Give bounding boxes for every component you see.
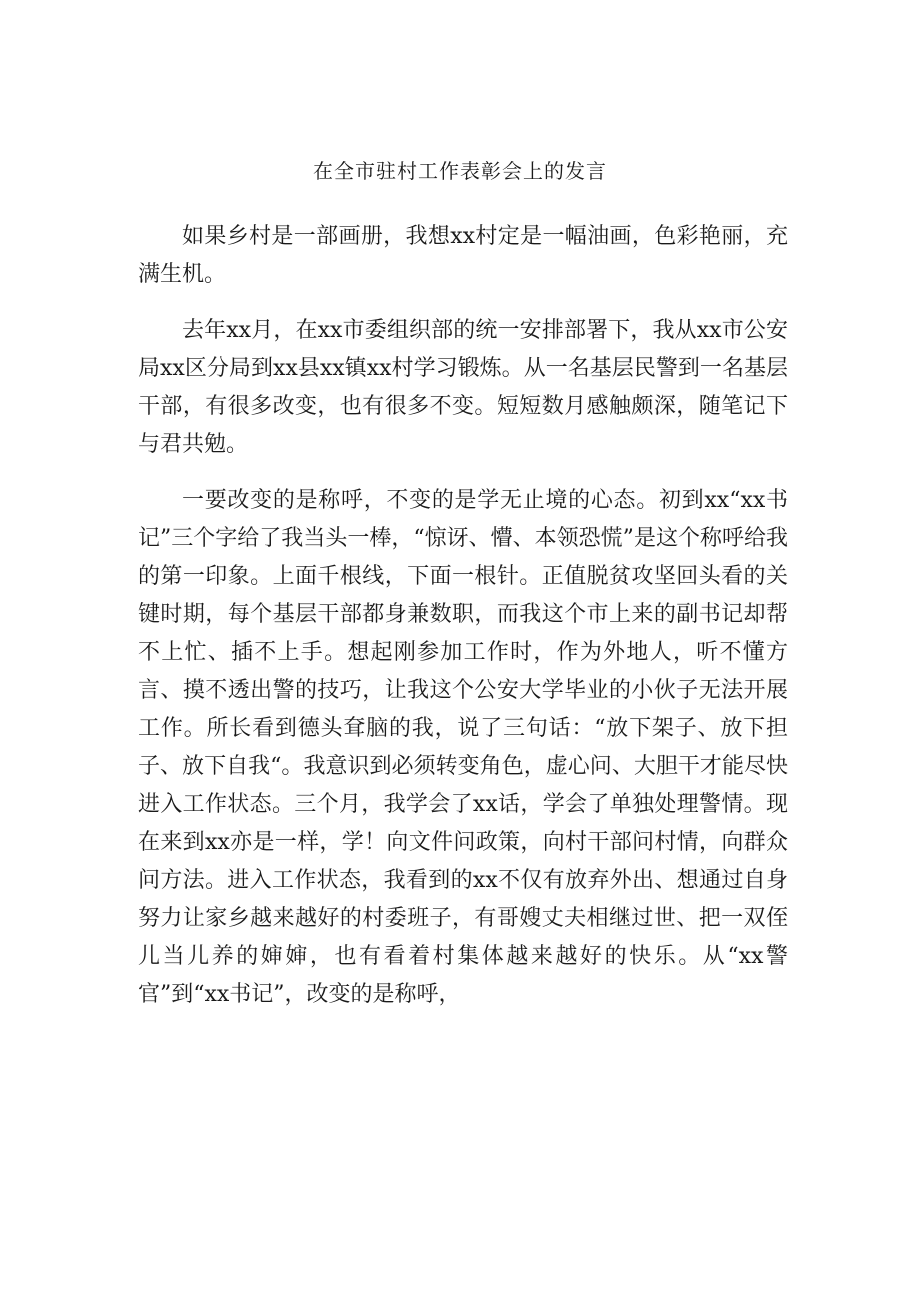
paragraph-2: 去年xx月，在xx市委组织部的统一安排部署下，我从xx市公安局xx区分局到xx县xx镇xx村学习锻炼。从一名基层民警到一名基层干部，有很多改变，也有很多不变。短短数月感触颇深，随笔记下与君共勉。	[138, 318, 788, 457]
paragraph-3: 一要改变的是称呼，不变的是学无止境的心态。初到xx“xx书记”三个字给了我当头一棒，“惊讶、懵、本领恐慌”是这个称呼给我的第一印象。上面千根线，下面一根针。正值脱贫攻坚回头看的关键时期，每个基层干部都身兼数职，而我这个市上来的副书记却帮不上忙、插不上手。想起刚参加工作时，作为外地人，听不懂方言、摸不透出警的技巧，让我这个公安大学毕业的小伙子无法开展工作。所长看到德头耷脑的我，说了三句话：“放下架子、放下担子、放下自我“。我意识到必须转变角色，虚心问、大胆干才能尽快进入工作状态。三个月，我学会了xx话，学会了单独处理警情。现在来到xx亦是一样，学！向文件问政策，向村干部问村情，向群众问方法。进入工作状态，我看到的xx不仅有放弃外出、想通过自身努力让家乡越来越好的村委班子，有哥嫂丈夫相继过世、把一双侄儿当儿养的婶婶，也有看着村集体越来越好的快乐。从“xx警官”到“xx书记”，改变的是称呼，	[138, 488, 788, 1007]
document-body	[138, 218, 788, 1032]
paragraph-1: 如果乡村是一部画册，我想xx村定是一幅油画，色彩艳丽，充满生机。	[138, 224, 788, 287]
document-title: 在全市驻村工作表彰会上的发言	[313, 159, 607, 183]
